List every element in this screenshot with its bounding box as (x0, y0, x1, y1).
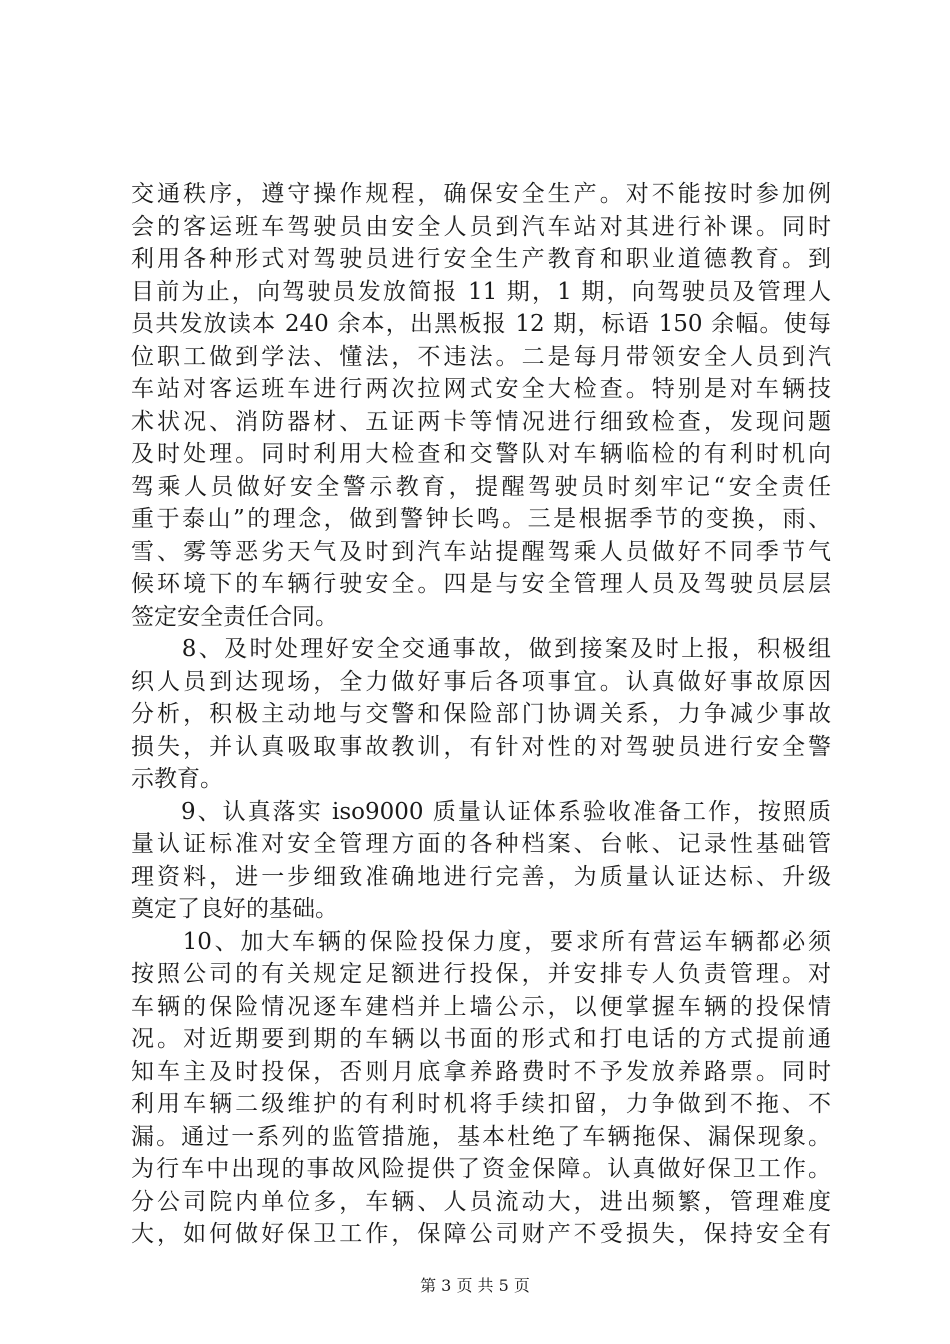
text-line: 交通秩序，遵守操作规程，确保安全生产。对不能按时参加例 (131, 181, 831, 207)
text-line: 按照公司的有关规定足额进行投保，并安排专人负责管理。对 (131, 961, 831, 987)
text-line: 为行车中出现的事故风险提供了资金保障。认真做好保卫工作。 (131, 1156, 831, 1182)
text-line: 分公司院内单位多，车辆、人员流动大，进出频繁，管理难度 (131, 1188, 831, 1215)
text-line: 员共发放读本 240 余本，出黑板报 12 期，标语 150 余幅。使每 (131, 311, 831, 337)
text-line: 织人员到达现场，全力做好事后各项事宜。认真做好事故原因 (131, 668, 831, 695)
text-line: 重于泰山”的理念，做到警钟长鸣。三是根据季节的变换，雨、 (131, 506, 831, 532)
text-line: 驾乘人员做好安全警示教育，提醒驾驶员时刻牢记“安全责任 (131, 473, 831, 500)
text-line: 量认证标准对安全管理方面的各种档案、台帐、记录性基础管 (131, 831, 831, 857)
text-line: 10、加大车辆的保险投保力度，要求所有营运车辆都必须 (131, 928, 831, 955)
text-line: 目前为止，向驾驶员发放简报 11 期，1 期，向驾驶员及管理人 (131, 278, 831, 305)
text-line: 9、认真落实 iso9000 质量认证体系验收准备工作，按照质 (131, 798, 831, 825)
text-line: 漏。通过一系列的监管措施，基本杜绝了车辆拖保、漏保现象。 (131, 1123, 831, 1150)
text-line: 8、及时处理好安全交通事故，做到接案及时上报，积极组 (131, 636, 831, 662)
text-line: 奠定了良好的基础。 (131, 896, 338, 922)
text-line: 会的客运班车驾驶员由安全人员到汽车站对其进行补课。同时 (131, 213, 831, 240)
text-line: 损失，并认真吸取事故教训，有针对性的对驾驶员进行安全警 (131, 733, 831, 760)
text-line: 大，如何做好保卫工作，保障公司财产不受损失，保持安全有 (131, 1221, 831, 1247)
text-line: 车站对客运班车进行两次拉网式安全大检查。特别是对车辆技 (131, 376, 831, 402)
text-line: 利用车辆二级维护的有利时机将手续扣留，力争做到不拖、不 (131, 1091, 831, 1117)
text-line: 理资料，进一步细致准确地进行完善，为质量认证达标、升级 (131, 863, 831, 890)
text-line: 车辆的保险情况逐车建档并上墙公示，以便掌握车辆的投保情 (131, 993, 831, 1020)
text-line: 分析，积极主动地与交警和保险部门协调关系，力争减少事故 (131, 701, 831, 727)
text-line: 利用各种形式对驾驶员进行安全生产教育和职业道德教育。到 (131, 246, 831, 272)
text-line: 知车主及时投保，否则月底拿养路费时不予发放养路票。同时 (131, 1058, 831, 1085)
text-line: 雪、雾等恶劣天气及时到汽车站提醒驾乘人员做好不同季节气 (131, 538, 831, 565)
page-footer: 第 3 页 共 5 页 (420, 1276, 530, 1295)
text-line: 示教育。 (131, 766, 223, 792)
text-line: 况。对近期要到期的车辆以书面的形式和打电话的方式提前通 (131, 1026, 831, 1052)
text-line: 术状况、消防器材、五证两卡等情况进行细致检查，发现问题 (131, 408, 831, 435)
text-line: 位职工做到学法、懂法，不违法。二是每月带领安全人员到汽 (131, 343, 831, 370)
text-line: 及时处理。同时利用大检查和交警队对车辆临检的有利时机向 (131, 441, 831, 467)
text-line: 签定安全责任合同。 (131, 603, 338, 630)
body-text (131, 178, 831, 1251)
text-line: 候环境下的车辆行驶安全。四是与安全管理人员及驾驶员层层 (131, 571, 831, 597)
